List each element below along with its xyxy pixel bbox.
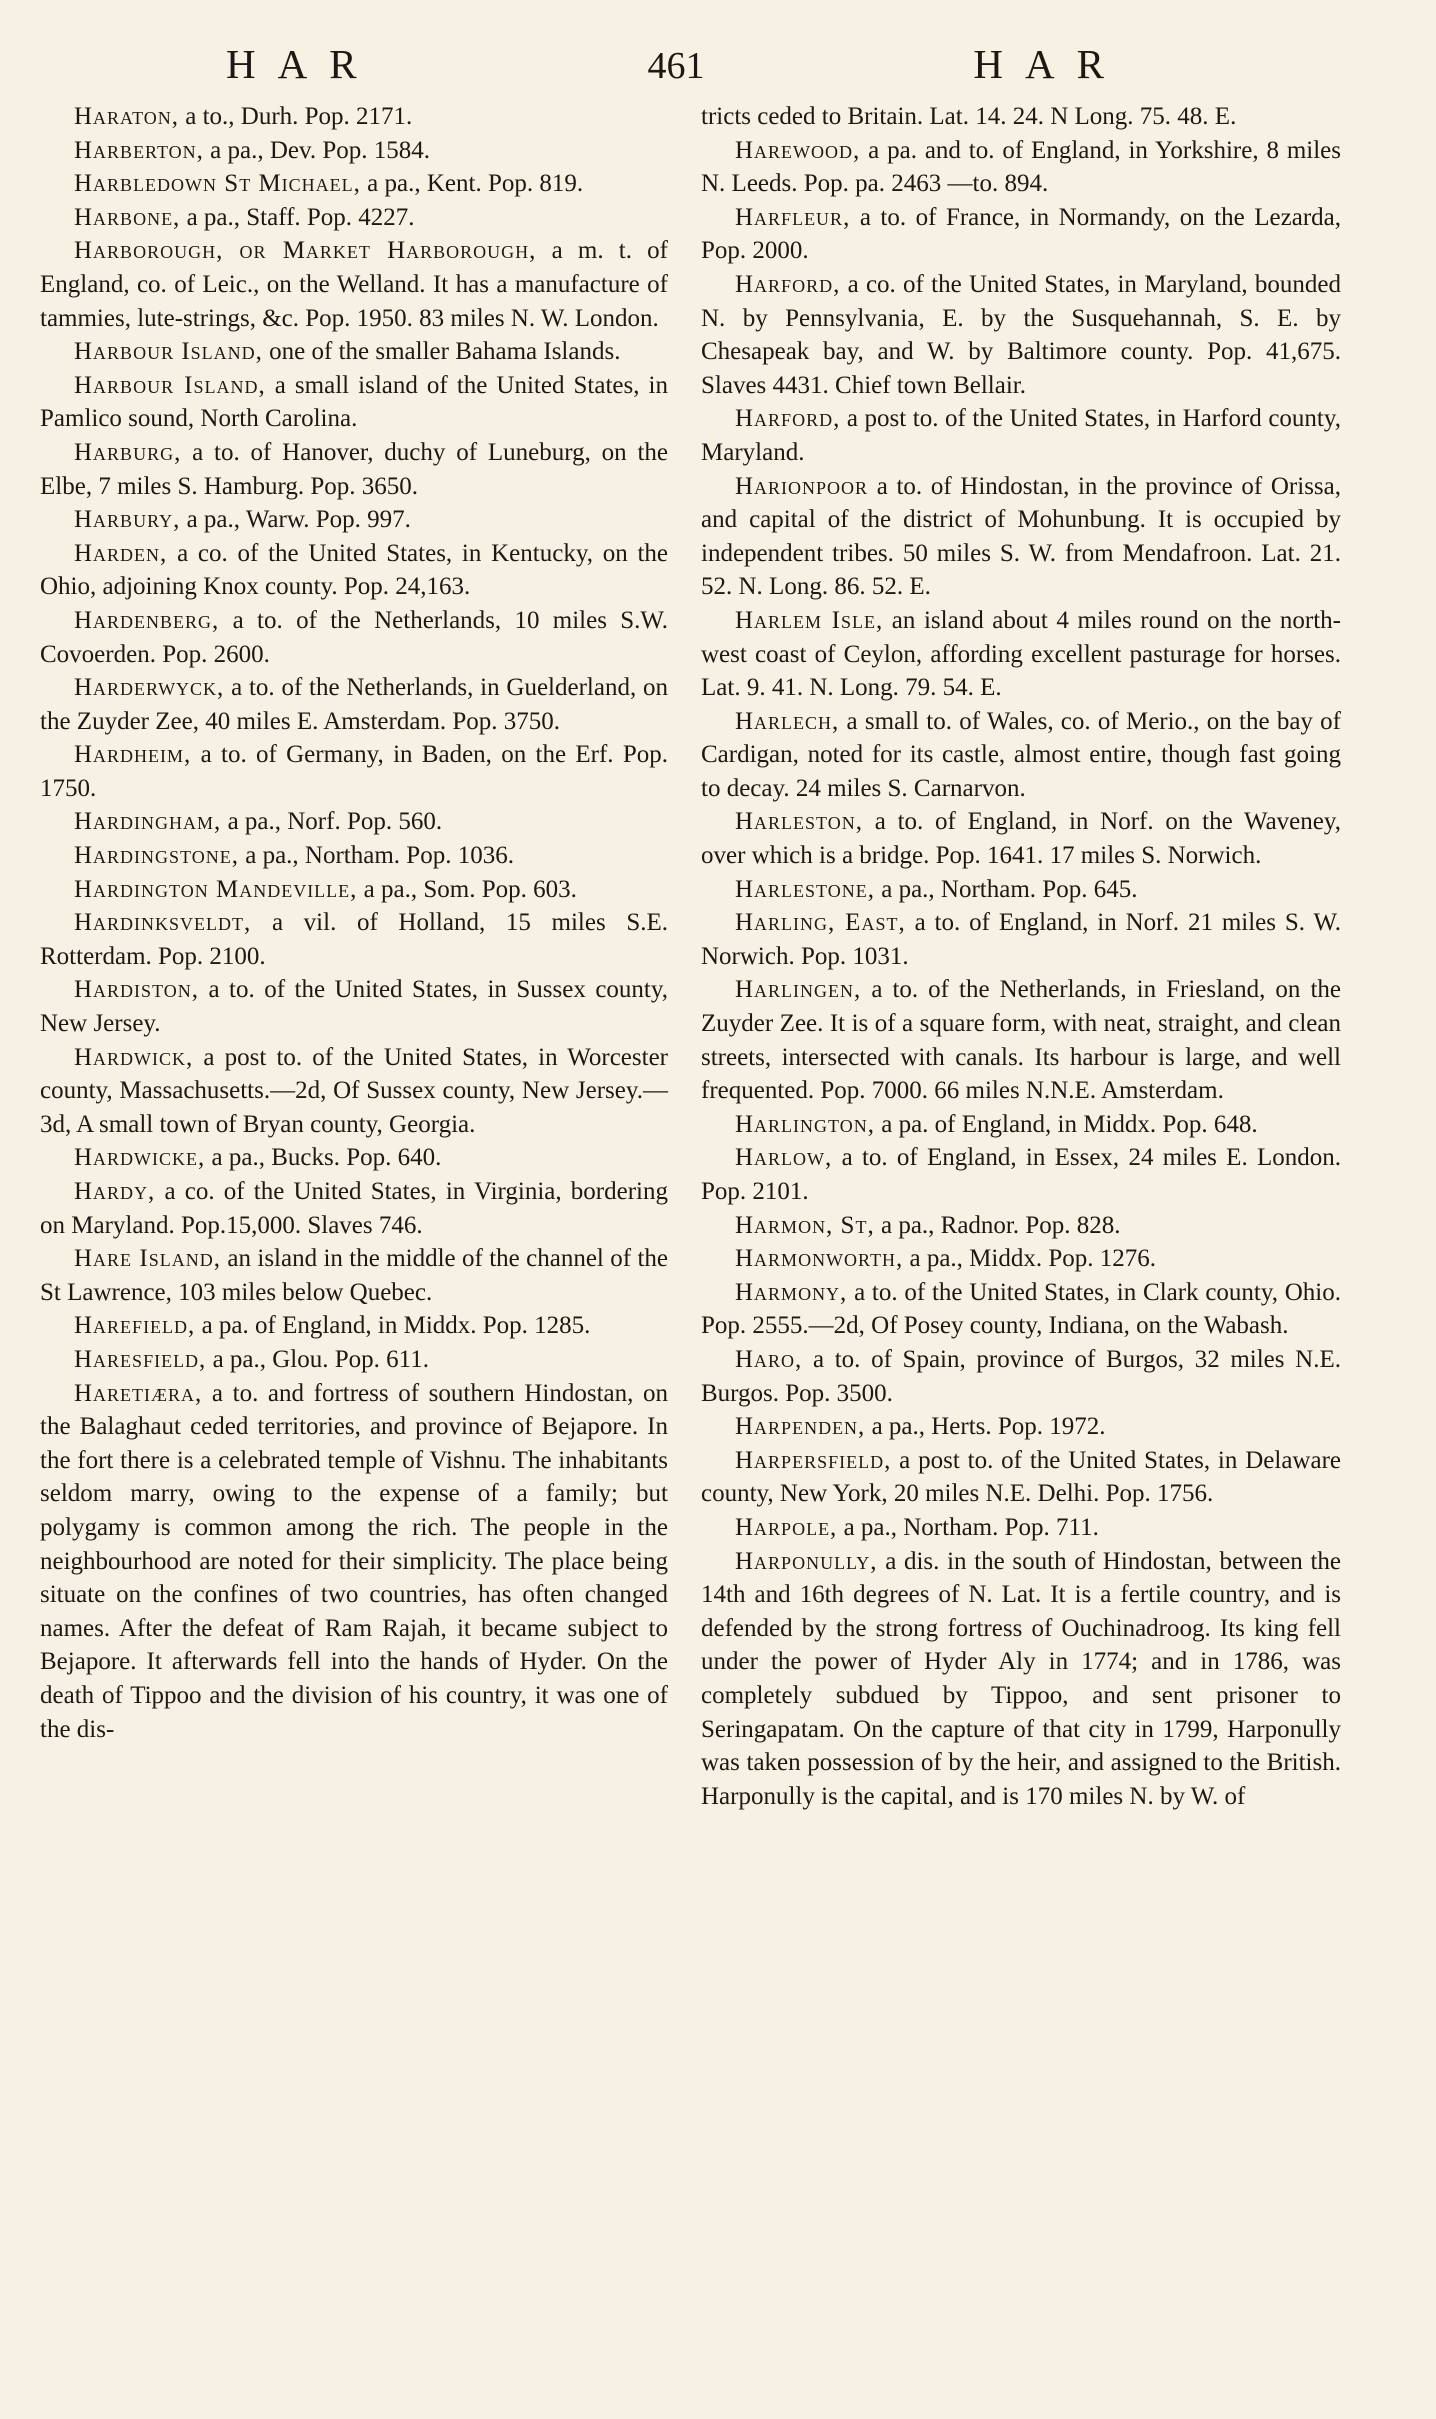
entry-headword: Harpenden, (735, 1413, 866, 1441)
gazetteer-entry (40, 873, 668, 907)
left-column (40, 100, 668, 1746)
gazetteer-entry (701, 1410, 1341, 1444)
entry-text: a pa., Northam. Pop. 645. (874, 875, 1138, 903)
entry-headword: Harmony, (735, 1278, 848, 1306)
entry-text: a co. of the United States, in Kentucky, on the Ohio, adjoining Knox county. Pop. 24,163. (40, 539, 668, 601)
entry-headword: Haresfield, (74, 1345, 207, 1373)
entry-text: a co. of the United States, in Virginia, bordering on Maryland. Pop.15,000. Slaves 746. (40, 1178, 668, 1239)
gazetteer-entry (40, 839, 668, 873)
gazetteer-entry (701, 1511, 1341, 1545)
entry-text: a pa., Staff. Pop. 4227. (180, 203, 415, 231)
entry-text: a pa., Northam. Pop. 711. (837, 1513, 1099, 1541)
entry-headword: Harford, (735, 270, 841, 298)
entry-text: a to. of England, in Essex, 24 miles E. London. Pop. 2101. (701, 1144, 1341, 1205)
gazetteer-entry (40, 805, 668, 839)
entry-text: a pa. of England, in Middx. Pop. 648. (874, 1110, 1258, 1138)
gazetteer-entry (40, 671, 668, 738)
gazetteer-entry (701, 973, 1341, 1107)
gazetteer-entry (40, 1242, 668, 1309)
entry-text: a small to. of Wales, co. of Merio., on the bay of Cardigan, noted for its castle, almost entire, though fast going to decay. 24 miles S. Carnarvon. (701, 707, 1341, 802)
gazetteer-entry (40, 1377, 668, 1747)
gazetteer-entry (701, 1343, 1341, 1410)
gazetteer-entry (701, 1242, 1341, 1276)
entry-text: a to. of France, in Normandy, on the Lezarda, Pop. 2000. (701, 203, 1341, 265)
entry-text: a pa., Middx. Pop. 1276. (903, 1245, 1157, 1273)
page-number: 461 (647, 45, 705, 87)
gazetteer-entry (701, 1444, 1341, 1511)
gazetteer-entry (40, 604, 668, 671)
entry-text: a post to. of the United States, in Harford county, Maryland. (701, 405, 1341, 466)
entry-text: a to. of the Netherlands, 10 miles S.W. Covoerden. Pop. 2600. (40, 606, 668, 668)
entry-headword: Harling, East, (735, 909, 906, 937)
entry-text: a pa., Warw. Pop. 997. (180, 506, 411, 534)
entry-headword: Harfleur, (735, 203, 851, 231)
gazetteer-entry (40, 436, 668, 503)
entry-text: a pa. of England, in Middx. Pop. 1285. (195, 1312, 591, 1340)
header-right-word: HAR (973, 41, 1126, 87)
gazetteer-entry (40, 100, 668, 134)
gazetteer-entry (701, 1276, 1341, 1343)
entry-headword: Harlestone, (735, 875, 875, 903)
entry-text: a to. of the United States, in Sussex county, New Jersey. (40, 976, 668, 1038)
gazetteer-entry (40, 1343, 668, 1377)
gazetteer-entry (701, 705, 1341, 806)
entry-text: a m. t. of England, co. of Leic., on the Welland. It has a manufacture of tammies, lute-strings, &c. Pop. 1950. 83 miles N. W. London. (40, 237, 668, 332)
entry-text: a pa., Herts. Pop. 1972. (865, 1413, 1106, 1441)
entry-text: a to. of England, in Norf. on the Waveney, over which is a bridge. Pop. 1641. 17 miles S. Norwich. (701, 808, 1341, 870)
entry-text: tricts ceded to Britain. Lat. 14. 24. N Long. 75. 48. E. (701, 103, 1237, 130)
entry-text: a post to. of the United States, in Delaware county, New York, 20 miles N.E. Delhi. Pop. 1756. (701, 1446, 1341, 1508)
gazetteer-entry (701, 268, 1341, 402)
entry-text: a pa., Kent. Pop. 819. (360, 170, 584, 198)
gazetteer-entry (701, 1209, 1341, 1243)
entry-headword: Harbury, (74, 506, 181, 534)
entry-headword: Hardwick, (74, 1043, 194, 1071)
entry-headword: Hardingham, (74, 808, 222, 836)
entry-headword: Harbledown St Michael, (74, 170, 361, 198)
entry-text: a to. of Spain, province of Burgos, 32 miles N.E. Burgos. Pop. 3500. (701, 1345, 1341, 1407)
right-column (701, 100, 1341, 1813)
gazetteer-entry (40, 537, 668, 604)
entry-text: a post to. of the United States, in Worcester county, Massachusetts.—2d, Of Sussex county, New Jersey.—3d, A small town of Bryan county, Georgia. (40, 1043, 668, 1138)
entry-headword: Harponully, (735, 1547, 878, 1575)
gazetteer-entry (40, 738, 668, 805)
entry-text: a pa., Northam. Pop. 1036. (238, 842, 514, 870)
entry-headword: Harlem Isle, (735, 606, 884, 634)
entry-headword: Harbone, (74, 203, 181, 231)
entry-text: a pa., Radnor. Pop. 828. (874, 1211, 1121, 1239)
entry-headword: Harpersfield, (735, 1446, 892, 1474)
gazetteer-entry (701, 470, 1341, 604)
entry-text: an island in the middle of the channel of the St Lawrence, 103 miles below Quebec. (40, 1245, 668, 1306)
running-header (226, 40, 1126, 96)
entry-text: a pa., Som. Pop. 603. (357, 875, 577, 903)
entry-headword: Harlingen, (735, 976, 862, 1004)
gazetteer-entry (40, 134, 668, 168)
entry-text: a to. of the Netherlands, in Guelderland, on the Zuyder Zee, 40 miles E. Amsterdam. Pop. 3750. (40, 674, 668, 735)
entry-headword: Haretiæra, (74, 1379, 203, 1407)
entry-text: a to. of Germany, in Baden, on the Erf. Pop. 1750. (40, 741, 668, 802)
gazetteer-entry (701, 1108, 1341, 1142)
gazetteer-entry (40, 1309, 668, 1343)
entry-headword: Harford, (735, 405, 841, 433)
entry-text: a to. of England, in Norf. 21 miles S. W. Norwich. Pop. 1031. (701, 909, 1341, 970)
header-left-word: HAR (226, 41, 379, 87)
entry-headword: Hare Island, (74, 1245, 222, 1273)
entry-text: a co. of the United States, in Maryland, bounded N. by Pennsylvania, E. by the Susquehannah, S. E. by Chesapeak bay, and W. by Baltimore county. Pop. 41,675. Slaves 4431. Chief town Bellair. (701, 270, 1341, 399)
entry-headword: Hardington Mandeville, (74, 875, 358, 903)
entry-text: a to. of Hanover, duchy of Luneburg, on the Elbe, 7 miles S. Hamburg. Pop. 3650. (40, 438, 668, 500)
gazetteer-entry (701, 873, 1341, 907)
entry-headword: Hardwicke, (74, 1144, 206, 1172)
gazetteer-entry (40, 1175, 668, 1242)
entry-headword: Harewood, (735, 136, 861, 164)
entry-headword: Haro, (735, 1345, 803, 1373)
entry-headword: Hardingstone, (74, 842, 239, 870)
entry-text: a small island of the United States, in Pamlico sound, North Carolina. (40, 371, 668, 433)
entry-headword: Harlow, (735, 1144, 833, 1172)
gazetteer-entry (701, 134, 1341, 201)
entry-text: a to. of Hindostan, in the province of Orissa, and capital of the district of Mohunbung. It is occupied by independent tribes. 50 miles S. W. from Mendafroon. Lat. 21. 52. N. Long. 86. 52. E. (701, 472, 1341, 601)
entry-text: one of the smaller Bahama Islands. (262, 338, 621, 366)
entry-text: an island about 4 miles round on the north-west coast of Ceylon, affording excellent pasturage for horses. Lat. 9. 41. N. Long. 79. 54. E. (701, 606, 1341, 702)
entry-headword: Hardheim, (74, 741, 192, 769)
entry-text: a to. of the Netherlands, in Friesland, on the Zuyder Zee. It is of a square form, with neat, straight, and clean streets, intersected with canals. Its harbour is large, and well frequented. Pop. 7000. 66 miles N.N.E. Amsterdam. (701, 976, 1341, 1105)
entry-headword: Harlington, (735, 1110, 875, 1138)
entry-headword: Harionpoor (735, 472, 869, 500)
entry-text: a dis. in the south of Hindostan, between the 14th and 16th degrees of N. Lat. It is a fertile country, and is defended by the strong fortress of Ouchinadroog. Its king fell under the power of Hyder Aly in 1774; and in 1786, was completely subdued by Tippoo, and sent prisoner to Seringapatam. On the capture of that city in 1799, Harponully was taken possession of by the heir, and assigned to the British. Harponully is the capital, and is 170 miles N. by W. of (701, 1547, 1341, 1810)
gazetteer-entry (40, 234, 668, 335)
gazetteer-entry (40, 973, 668, 1040)
entry-text: a to. of the United States, in Clark county, Ohio. Pop. 2555.—2d, Of Posey county, Indiana, on the Wabash. (701, 1278, 1341, 1340)
entry-text: a pa., Glou. Pop. 611. (206, 1345, 429, 1373)
entry-headword: Harberton, (74, 136, 204, 164)
gazetteer-entry (40, 1041, 668, 1142)
entry-headword: Harpole, (735, 1513, 838, 1541)
entry-headword: Harleston, (735, 808, 863, 836)
entry-headword: Harbour Island, (74, 338, 263, 366)
gazetteer-entry (40, 503, 668, 537)
gazetteer-entry (40, 1141, 668, 1175)
entry-text: a pa., Bucks. Pop. 640. (205, 1144, 442, 1172)
gazetteer-entry (701, 201, 1341, 268)
entry-headword: Harderwyck, (74, 674, 225, 702)
gazetteer-entry (701, 906, 1341, 973)
entry-headword: Harmon, St, (735, 1211, 875, 1239)
entry-text: a to. and fortress of southern Hindostan, on the Balaghaut ceded territories, and province of Bejapore. In the fort there is a celebrated temple of Vishnu. The inhabitants seldom marry, owing to the expense of a family; but polygamy is common among the rich. The people in the neighbourhood are noted for their simplicity. The place being situate on the confines of two countries, has often changed names. After the defeat of Ram Rajah, it became subject to Bejapore. It afterwards fell into the hands of Hyder. On the death of Tippoo and the division of his country, it was one of the dis- (40, 1379, 668, 1743)
gazetteer-entry (40, 167, 668, 201)
gazetteer-entry (701, 1141, 1341, 1208)
gazetteer-entry (701, 402, 1341, 469)
entry-text: a to., Durh. Pop. 2171. (178, 103, 413, 130)
entry-headword: Harefield, (74, 1312, 196, 1340)
entry-headword: Hardiston, (74, 976, 199, 1004)
entry-headword: Harlech, (735, 707, 840, 735)
gazetteer-entry (701, 604, 1341, 705)
gazetteer-entry (40, 369, 668, 436)
gazetteer-entry (40, 335, 668, 369)
entry-text: a vil. of Holland, 15 miles S.E. Rotterdam. Pop. 2100. (40, 909, 668, 970)
entry-headword: Hardy, (74, 1178, 156, 1205)
entry-text: a pa. and to. of England, in Yorkshire, 8 miles N. Leeds. Pop. pa. 2463 —to. 894. (701, 136, 1341, 198)
entry-text: a pa., Norf. Pop. 560. (221, 808, 443, 836)
entry-headword: Harden, (74, 539, 168, 567)
gazetteer-entry (701, 100, 1341, 134)
gazetteer-entry (40, 201, 668, 235)
gazetteer-entry (701, 805, 1341, 872)
entry-headword: Harburg, (74, 438, 182, 466)
entry-headword: Hardinksveldt, (74, 909, 252, 937)
entry-headword: Harbour Island, (74, 371, 266, 399)
entry-headword: Harborough, or Market Harborough, (74, 237, 537, 265)
entry-headword: Haraton, (74, 103, 179, 130)
gazetteer-entry (701, 1545, 1341, 1814)
entry-headword: Hardenberg, (74, 606, 220, 634)
gazetteer-entry (40, 906, 668, 973)
entry-text: a pa., Dev. Pop. 1584. (203, 136, 431, 164)
entry-headword: Harmonworth, (735, 1245, 904, 1273)
